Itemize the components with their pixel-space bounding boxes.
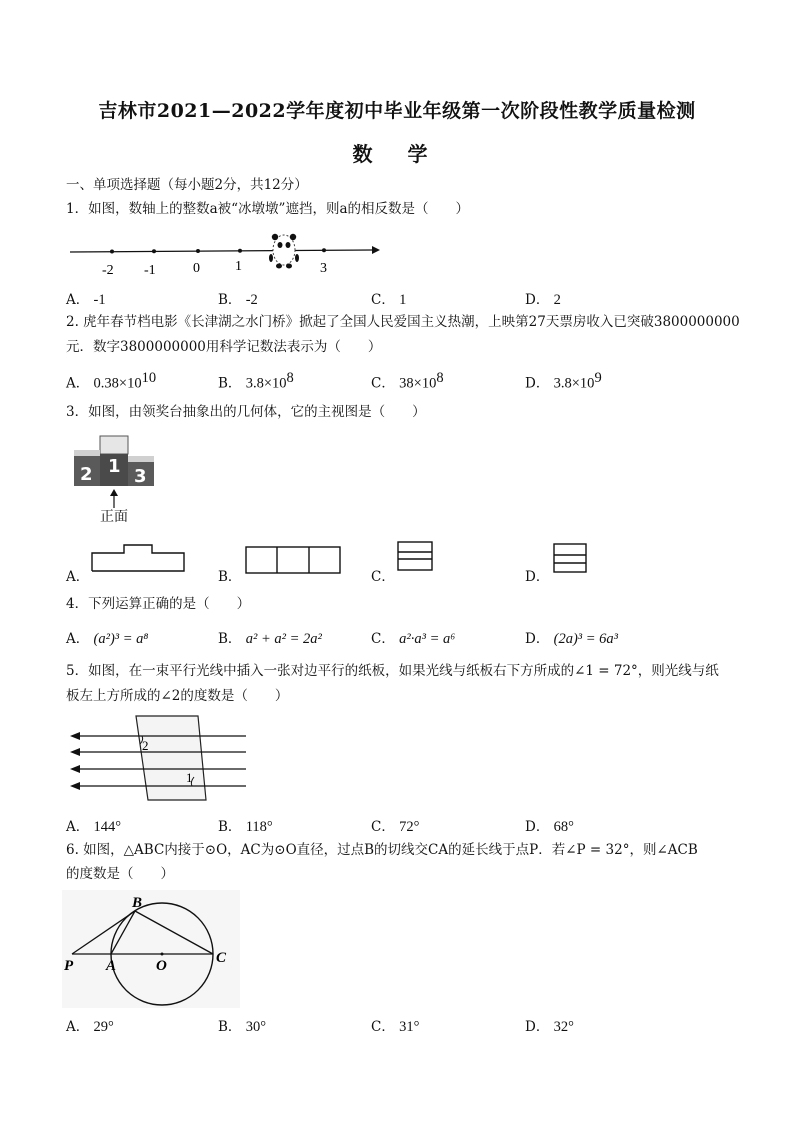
point-label: C	[216, 950, 227, 966]
q2-option-d[interactable]: D． $3.8\times 10^9$	[525, 370, 602, 392]
q2-option-c[interactable]: C． $38\times 10^8$	[371, 370, 444, 392]
q3-stem: 3．如图，由领奖台抽象出的几何体，它的主视图是（ ）	[66, 404, 426, 420]
q3-option-c[interactable]: C．	[371, 569, 395, 585]
q2-option-a[interactable]: A． $0.38\times 10^{10}$	[66, 370, 157, 392]
q3-option-d-figure	[552, 542, 592, 576]
tick-label: 3	[320, 261, 327, 276]
q6-option-b[interactable]: B． 30°	[218, 1019, 267, 1035]
point-label: A	[106, 958, 117, 974]
q3-option-a[interactable]: A．	[66, 569, 90, 585]
q6-option-c[interactable]: C． 31°	[371, 1019, 420, 1035]
q5-stem-line1: 5．如图，在一束平行光线中插入一张对边平行的纸板，如果光线与纸板右下方所成的∠1 = 72°，则光线与纸	[66, 663, 719, 679]
q5-option-a[interactable]: A． 144°	[66, 819, 122, 835]
front-view-label: 正面	[100, 509, 128, 525]
podium-label: 3	[134, 466, 147, 487]
q1-option-a[interactable]: A． -1	[66, 292, 106, 308]
tick-label: 1	[235, 259, 242, 274]
q5-option-c[interactable]: C． 72°	[371, 819, 420, 835]
tick-label: -2	[102, 263, 114, 278]
tick-label: -1	[144, 263, 156, 278]
q4-option-c[interactable]: C． a²·a³ = a⁶	[371, 631, 456, 647]
q3-option-d[interactable]: D．	[525, 569, 550, 585]
podium-label: 2	[80, 464, 93, 485]
light-beam-figure	[66, 712, 256, 804]
q1-stem: 1．如图，数轴上的整数a被“冰墩墩”遮挡，则a的相反数是（ ）	[66, 201, 469, 217]
q4-option-b[interactable]: B． a² + a² = 2a²	[218, 631, 322, 647]
q2-stem-line1: 2. 虎年春节档电影《长津湖之水门桥》掀起了全国人民爱国主义热潮，上映第27天票房收入已突破3800000000	[66, 314, 740, 330]
q5-stem-line2: 板左上方所成的∠2的度数是（ ）	[66, 688, 289, 704]
angle-label: 2	[142, 738, 149, 753]
q5-option-b[interactable]: B． 118°	[218, 819, 273, 835]
q5-option-d[interactable]: D． 68°	[525, 819, 574, 835]
number-line-figure	[66, 228, 386, 280]
q3-option-b[interactable]: B．	[218, 569, 242, 585]
circle-geometry-figure	[62, 890, 242, 1010]
q3-option-c-figure	[396, 540, 436, 574]
q4-stem: 4．下列运算正确的是（ ）	[66, 596, 251, 612]
q6-option-a[interactable]: A． 29°	[66, 1019, 114, 1035]
q1-option-c[interactable]: C． 1	[371, 292, 407, 308]
q4-option-d[interactable]: D． (2a)³ = 6a³	[525, 631, 619, 647]
q3-option-a-figure	[90, 543, 190, 575]
q1-option-b[interactable]: B． -2	[218, 292, 258, 308]
q2-stem-line2: 元．数字3800000000用科学记数法表示为（ ）	[66, 339, 382, 355]
q1-option-d[interactable]: D． 2	[525, 292, 561, 308]
q4-option-a[interactable]: A． (a²)³ = a⁸	[66, 631, 149, 647]
point-label: O	[156, 958, 167, 974]
page-title: 吉林市2021—2022学年度初中毕业年级第一次阶段性教学质量检测	[98, 100, 696, 122]
angle-label: 1	[186, 770, 193, 785]
bing-dwen-dwen-icon	[269, 234, 299, 269]
section-heading: 一、单项选择题（每小题2分，共12分）	[66, 177, 308, 193]
point-label: P	[64, 958, 74, 974]
q6-stem-line1: 6. 如图，△ABC内接于⊙O，AC为⊙O直径，过点B的切线交CA的延长线于点P．若∠P = 32°，则∠ACB	[66, 842, 698, 858]
q6-stem-line2: 的度数是（ ）	[66, 866, 174, 882]
podium-label: 1	[108, 456, 121, 477]
q2-option-b[interactable]: B． $3.8\times 10^8$	[218, 370, 294, 392]
q6-option-d[interactable]: D． 32°	[525, 1019, 574, 1035]
point-label: B	[132, 895, 143, 911]
subject-title: 数 学	[352, 142, 442, 166]
tick-label: 0	[193, 261, 200, 276]
q3-option-b-figure	[244, 545, 344, 577]
